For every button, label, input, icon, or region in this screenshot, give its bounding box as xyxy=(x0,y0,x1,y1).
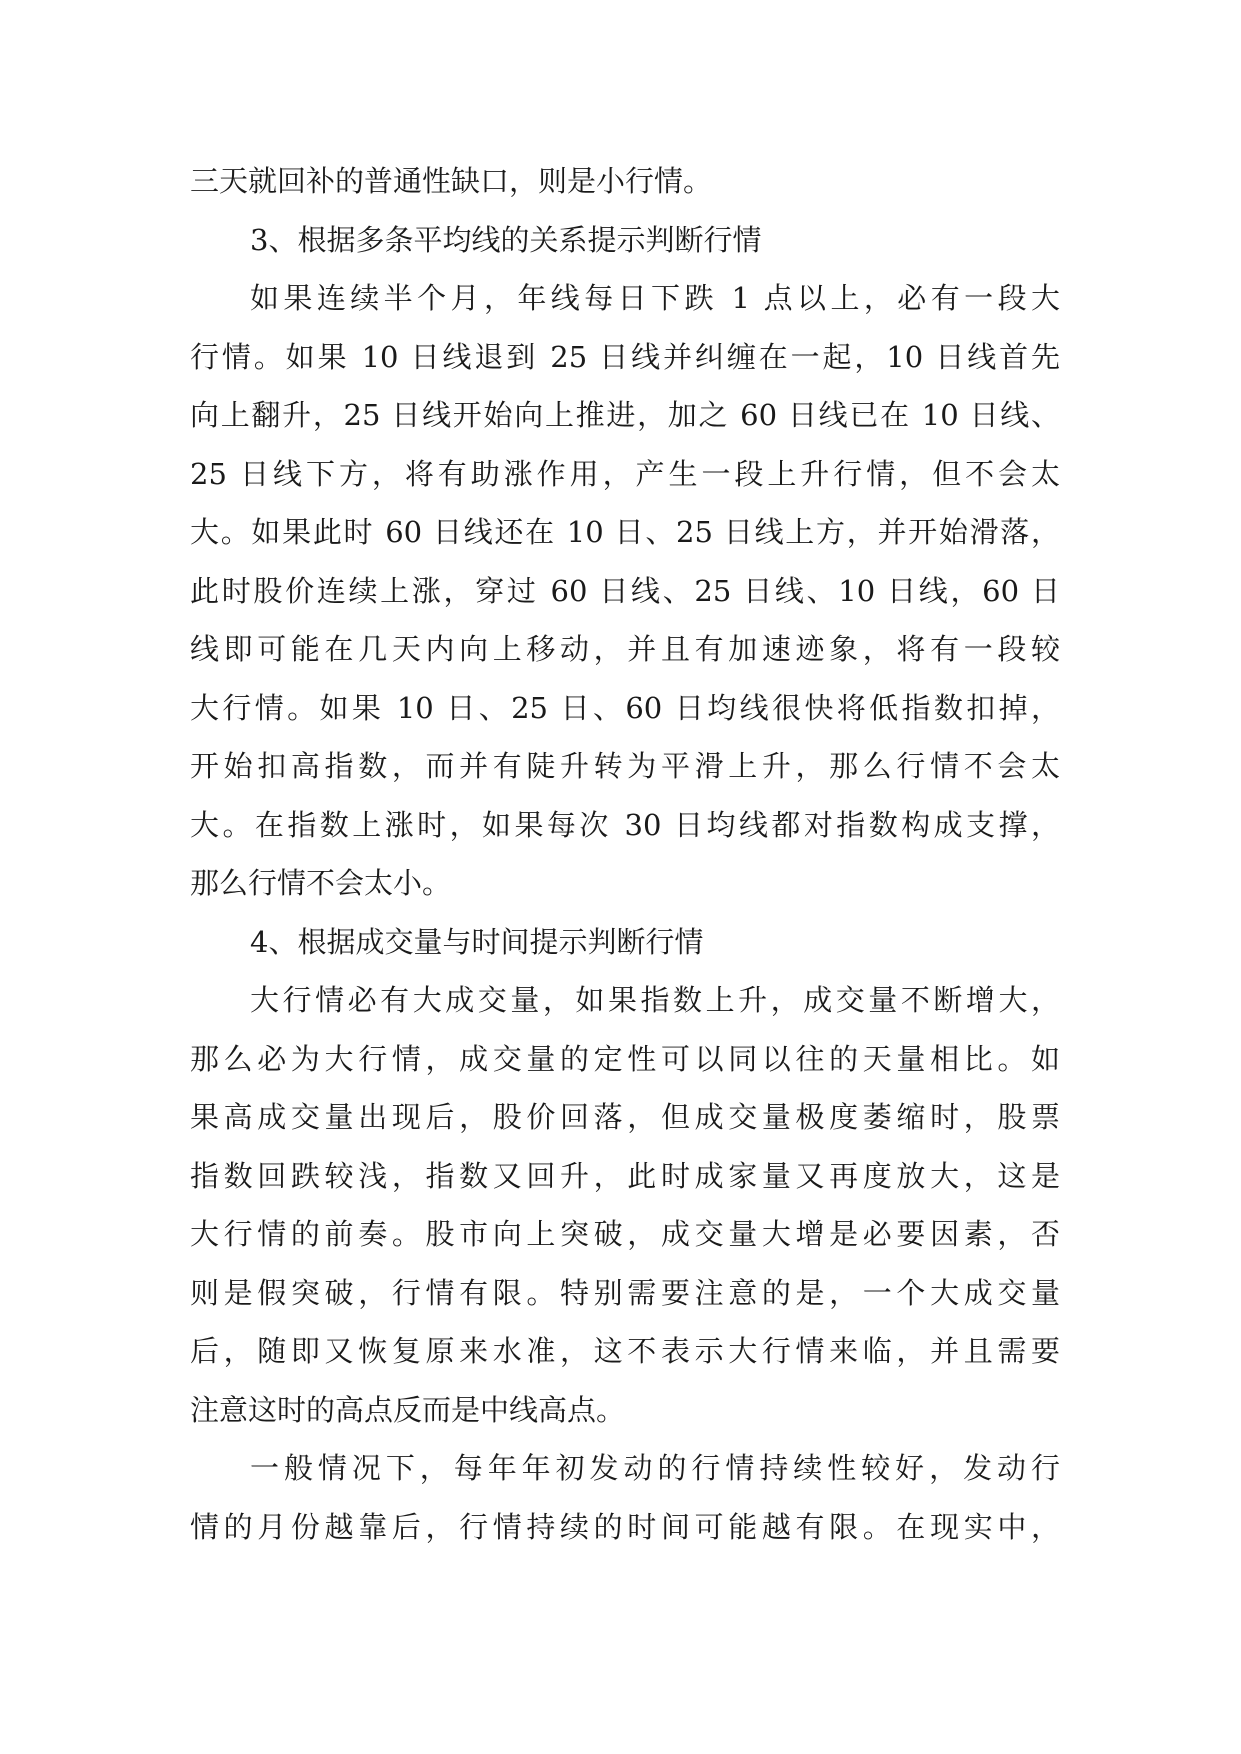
text-line: 线即可能在几天内向上移动，并且有加速迹象，将有一段较 xyxy=(190,632,1060,666)
text-line: 大行情必有大成交量，如果指数上升，成交量不断增大， xyxy=(250,983,1060,1017)
text-line: 25 日线下方，将有助涨作用，产生一段上升行情，但不会太 xyxy=(190,456,1060,491)
text-line: 指数回跌较浅，指数又回升，此时成家量又再度放大，这是 xyxy=(190,1158,1060,1193)
section-heading: 4、根据成交量与时间提示判断行情 xyxy=(250,924,704,959)
text-line: 三天就回补的普通性缺口，则是小行情。 xyxy=(190,164,713,198)
text-line: 后，随即又恢复原来水准，这不表示大行情来临，并且需要 xyxy=(190,1334,1060,1368)
text-line: 大行情。如果 10 日、25 日、60 日均线很快将低指数扣掉， xyxy=(190,690,1060,725)
text-line: 一般情况下，每年年初发动的行情持续性较好，发动行 xyxy=(250,1451,1060,1485)
text-line: 那么必为大行情，成交量的定性可以同以往的天量相比。如 xyxy=(190,1041,1060,1076)
body-text xyxy=(190,152,1060,1556)
text-line: 行情。如果 10 日线退到 25 日线并纠缠在一起，10 日线首先 xyxy=(190,339,1060,374)
text-line: 情的月份越靠后，行情持续的时间可能越有限。在现实中， xyxy=(190,1509,1060,1544)
text-line: 则是假突破，行情有限。特别需要注意的是，一个大成交量 xyxy=(190,1275,1060,1310)
text-line: 此时股价连续上涨，穿过 60 日线、25 日线、10 日线，60 日 xyxy=(190,573,1060,608)
text-line: 那么行情不会太小。 xyxy=(190,866,452,900)
text-line: 开始扣高指数，而并有陡升转为平滑上升，那么行情不会太 xyxy=(190,749,1060,783)
text-line: 向上翻升，25 日线开始向上推进，加之 60 日线已在 10 日线、 xyxy=(190,398,1060,432)
text-line: 大行情的前奏。股市向上突破，成交量大增是必要因素，否 xyxy=(190,1217,1060,1251)
text-line: 如果连续半个月，年线每日下跌 1 点以上，必有一段大 xyxy=(250,281,1060,315)
text-line: 大。在指数上涨时，如果每次 30 日均线都对指数构成支撑， xyxy=(190,807,1060,842)
text-line: 大。如果此时 60 日线还在 10 日、25 日线上方，并开始滑落， xyxy=(190,515,1060,549)
text-line: 注意这时的高点反而是中线高点。 xyxy=(190,1392,626,1427)
section-heading: 3、根据多条平均线的关系提示判断行情 xyxy=(250,222,762,257)
text-line: 果高成交量出现后，股价回落，但成交量极度萎缩时，股票 xyxy=(190,1100,1060,1134)
